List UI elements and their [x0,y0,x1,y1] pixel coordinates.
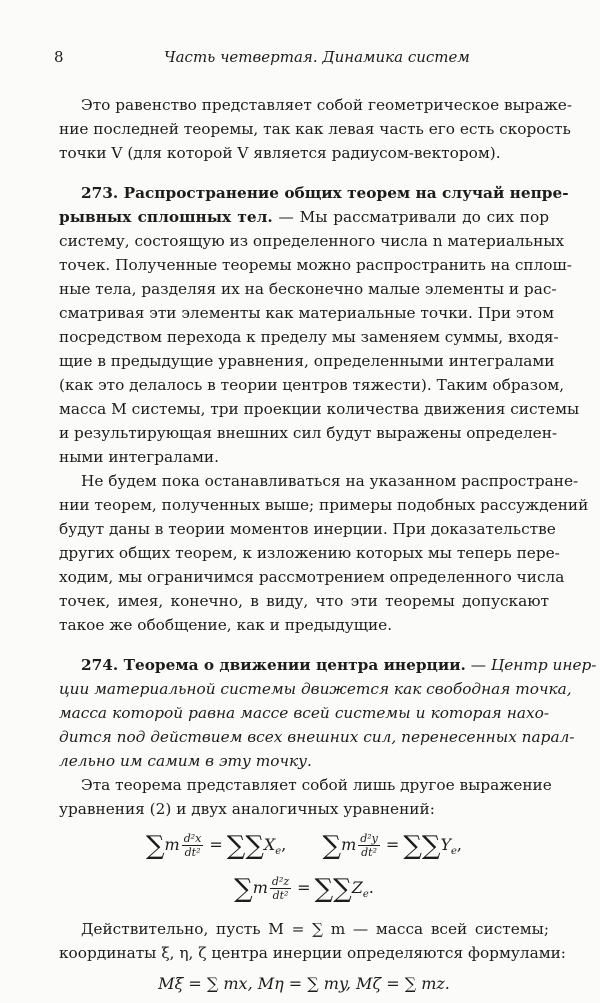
text-line: ными интегралами. [59,448,219,466]
section-heading [59,181,569,205]
text-line: ние последней теоремы, так как левая часть его есть скорость [59,120,571,138]
text-line [59,749,549,773]
theorem-text: дится под действием всех внешних сил, перенесенных парал- [59,728,575,746]
text-line: Действительно, пусть M = ∑ m — масса всей системы; [81,920,549,938]
equation-xy: ∑m $\frac{\text{d²x}}{\text{dt²}}$ = $\sum\sum X_e$, ∑m $\frac{\text{d²y}}{\text{dt²}}$ = $\sum\sum Y_e$, [145,831,463,861]
center-of-inertia-formula: Mξ = ∑ mx, Mη = ∑ my, Mζ = ∑ mz. [158,974,450,993]
section-heading [59,653,597,677]
section-273 [59,181,589,637]
page-body [59,93,597,1003]
theorem-text: лельно им самим в эту точку. [59,752,312,770]
fraction: $\frac{\text{d²x}}{\text{dt²}}$ [183,832,202,859]
heading-text: рывных сплошных тел. [59,208,273,226]
text-line: будут даны в теории моментов инерции. При доказательстве [59,520,556,538]
fraction: $\frac{\text{d²z}}{\text{dt²}}$ [271,875,290,902]
heading-text: 273. Распространение общих теорем на случай непре- [81,184,569,202]
running-title: Часть четвертая. Динамика систем [164,48,470,66]
equation-z: ∑m $\frac{\text{d²z}}{\text{dt²}}$ = $\sum\sum Z_e$. [234,874,374,904]
inline-text: — Центр инер- [465,656,597,674]
text-line: Это равенство представляет собой геометрическое выраже- [81,96,573,114]
text-line: ходим, мы ограничимся рассмотрением определенного числа [59,568,565,586]
mass-symbol: m [164,835,180,854]
text-line [59,205,549,229]
text-line: нии теорем, полученных выше; примеры подобных рассуждений [59,496,589,514]
text-line: (как это делалось в теории центров тяжести). Таким образом, [59,376,565,394]
text-line [59,725,575,749]
text-line: точек, имея, конечно, в виду, что эти теоремы допускают [59,592,549,610]
text-line: щие в предыдущие уравнения, определенными интегралами [59,352,555,370]
fraction: $\frac{\text{d²y}}{\text{dt²}}$ [360,832,378,859]
text-line: систему, состоящую из определенного числа n материальных [59,232,565,250]
text-line: координаты ξ, η, ζ центра инерции определяются формулами: [59,944,566,962]
heading-text: 274. Теорема о движении центра инерции. [81,656,466,674]
text-line [59,677,572,701]
text-line: точек. Полученные теоремы можно распространить на сплош- [59,256,572,274]
text-line: Не будем пока останавливаться на указанном распростране- [81,472,579,490]
text-line: такое же обобщение, как и предыдущие. [59,616,393,634]
text-line: сматривая эти элементы как материальные точки. При этом [59,304,555,322]
theorem-text: ции материальной системы движется как свободная точка, [59,680,572,698]
text-line [59,701,549,725]
text-line: ные тела, разделяя их на бесконечно малые элементы и рас- [59,280,557,298]
theorem-text: масса которой равна массе всей системы и которая нахо- [59,704,549,722]
page-number: 8 [54,48,64,66]
sum-symbol: ∑ [145,831,165,861]
text-line: точки V (для которой V является радиусом-вектором). [59,144,501,162]
section-274 [59,653,597,1003]
inline-text: — Мы рассматривали до сих пор [272,208,549,226]
intro-paragraph [59,93,573,165]
running-header [54,48,550,70]
text-line: масса M системы, три проекции количества движения системы [59,400,580,418]
text-line: других общих теорем, к изложению которых мы теперь пере- [59,544,560,562]
text-line: и результирующая внешних сил будут выражены определен- [59,424,558,442]
text-line: посредством перехода к пределу мы заменяем суммы, входя- [59,328,559,346]
text-line: Эта теорема представляет собой лишь другое выражение [81,776,552,794]
text-line: уравнения (2) и двух аналогичных уравнений: [59,800,435,818]
